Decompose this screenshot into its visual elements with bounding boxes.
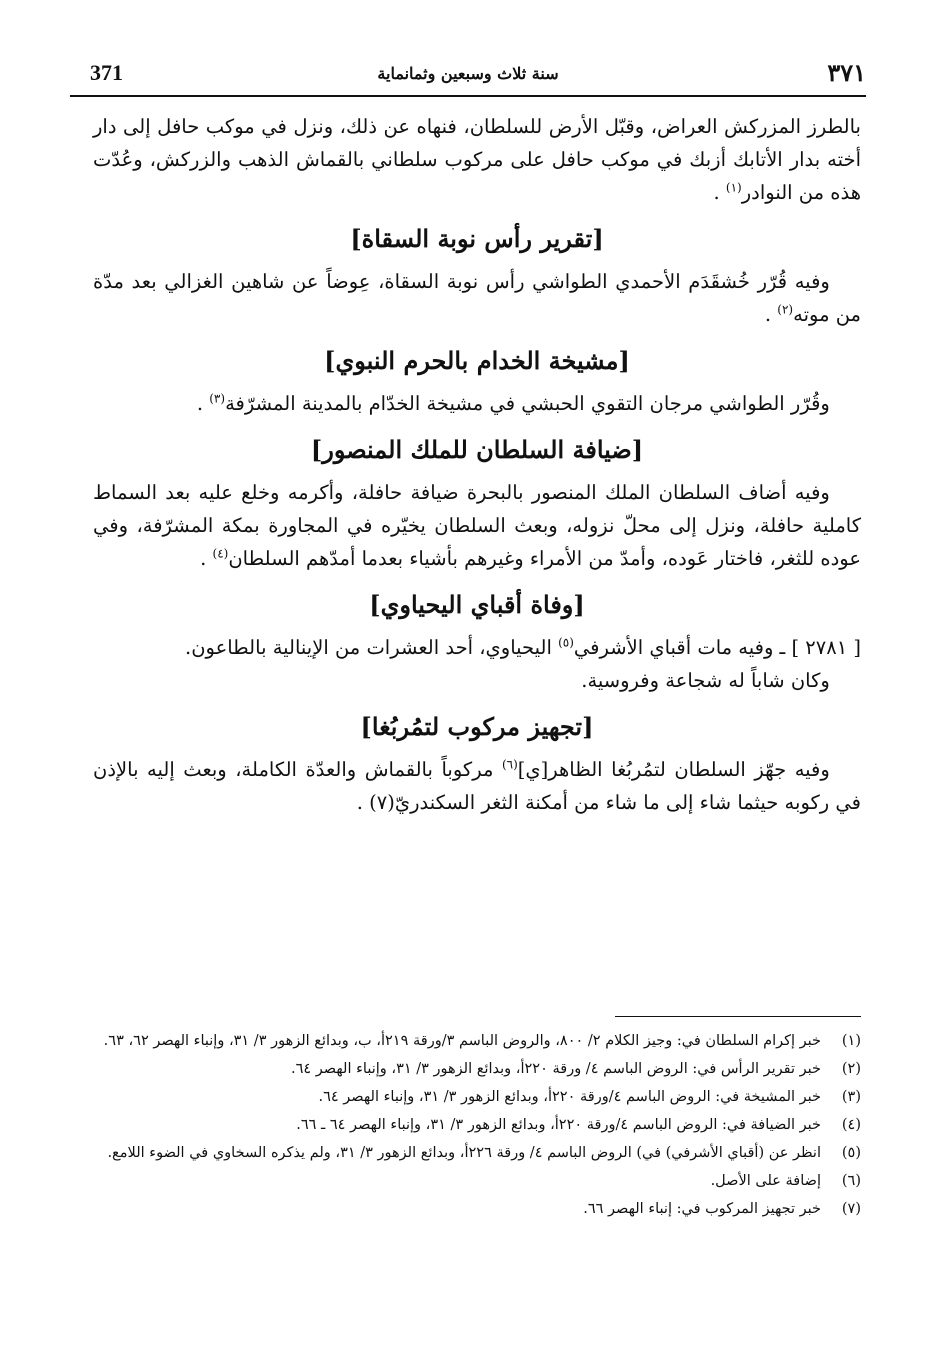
body-paragraph xyxy=(93,476,861,575)
body-paragraph xyxy=(93,110,861,209)
footnote-text: خبر الضيافة في: الروض الباسم ٤/ورقة ٢٢٠أ، وبدائع الزهور ٣/ ٣١، وإنباء الهصر ٦٤ ـ ٦٦. xyxy=(296,1117,821,1133)
paragraph-text: بالطرز المزركش العراض، وقبّل الأرض للسلطان، فنهاه عن ذلك، ونزل في موكب حافل إلى دار أخته بدار الأتابك أزبك في موكب حافل على مركوب سلطاني بالقماش الذهب والزركش، وعُدّت هذه من النوادر xyxy=(93,115,861,204)
section-heading: [ضيافة السلطان للملك المنصور] xyxy=(310,435,644,464)
footnote-rule xyxy=(615,1016,861,1017)
running-header xyxy=(70,56,866,96)
body-paragraph xyxy=(93,753,861,819)
footnote-ref[interactable]: (١) xyxy=(725,180,742,195)
footnote-ref[interactable]: (٣) xyxy=(209,391,226,406)
running-title: سنة ثلاث وسبعين وثمانماية xyxy=(377,64,559,83)
footnote-ref[interactable]: (٢) xyxy=(777,302,794,317)
section-heading: [تقرير رأس نوبة السقاة] xyxy=(350,224,604,253)
paragraph-text: وكان شاباً له شجاعة وفروسية. xyxy=(581,669,830,692)
paragraph-text: وفيه جهّز السلطان لتمُربُغا الظاهر[ي] xyxy=(517,758,830,781)
footnote xyxy=(90,1111,861,1139)
footnote-ref[interactable]: (٤) xyxy=(212,546,229,561)
paragraph-text: وقُرّر الطواشي مرجان التقوي الحبشي في مشيخة الخدّام بالمدينة المشرّفة xyxy=(225,392,830,415)
paragraph-tail: . xyxy=(713,181,726,204)
footnote-number: (٧) xyxy=(841,1201,861,1217)
footnote-ref[interactable]: (٥) xyxy=(558,635,574,650)
header-rule xyxy=(70,95,866,97)
main-text xyxy=(93,110,861,819)
footnote-text: خبر المشيخة في: الروض الباسم ٤/ورقة ٢٢٠أ، وبدائع الزهور ٣/ ٣١، وإنباء الهصر ٦٤. xyxy=(318,1089,821,1105)
body-paragraph xyxy=(93,265,861,331)
footnote-text: خبر تجهيز المركوب في: إنباء الهصر ٦٦. xyxy=(583,1201,821,1217)
paragraph-tail: . xyxy=(764,303,778,326)
section-heading: [تجهيز مركوب لتمُربُغا] xyxy=(360,712,594,741)
section-heading: [مشيخة الخدام بالحرم النبوي] xyxy=(324,346,630,375)
footnotes xyxy=(90,1027,861,1223)
footnote-text: خبر تقرير الرأس في: الروض الباسم ٤/ ورقة ٢٢٠أ، وبدائع الزهور ٣/ ٣١، وإنباء الهصر ٦٤. xyxy=(290,1061,821,1077)
paragraph-tail: مركوباً بالقماش والعدّة الكاملة، وبعث إليه بالإذن في ركوبه حيثما شاء إلى ما شاء من أمكنة الثغر السكندريّ(٧) . xyxy=(93,758,861,814)
paragraph-tail: اليحياوي، أحد العشرات من الإينالية بالطاعون. xyxy=(185,636,559,659)
footnote xyxy=(90,1055,861,1083)
page-number-latin: 371 xyxy=(90,60,123,85)
body-paragraph xyxy=(93,664,861,697)
footnote xyxy=(90,1083,861,1111)
footnote-number: (٦) xyxy=(841,1173,861,1189)
paragraph-text: [ ٢٧٨١ ] ـ وفيه مات أقباي الأشرفي xyxy=(573,636,861,659)
footnote-number: (٣) xyxy=(841,1089,861,1105)
footnote-number: (١) xyxy=(841,1033,861,1049)
footnote-number: (٢) xyxy=(841,1061,861,1077)
paragraph-tail: . xyxy=(196,392,210,415)
footnote xyxy=(90,1139,861,1167)
footnote-ref[interactable]: (٦) xyxy=(501,757,518,772)
section-heading: [وفاة أقباي اليحياوي] xyxy=(369,590,585,619)
paragraph-tail: . xyxy=(200,547,213,570)
footnote xyxy=(90,1027,861,1055)
footnote xyxy=(90,1195,861,1223)
footnote-text: إضافة على الأصل. xyxy=(710,1173,821,1189)
body-paragraph xyxy=(93,631,861,664)
page-number-arabic: ٣٧١ xyxy=(827,58,866,87)
footnote-text: انظر عن (أقباي الأشرفي) في) الروض الباسم ٤/ ورقة ٢٢٦أ، وبدائع الزهور ٣/ ٣١، ولم يذكره السخاوي في الضوء اللامع. xyxy=(107,1145,821,1161)
body-paragraph xyxy=(93,387,861,420)
footnote xyxy=(90,1167,861,1195)
paragraph-text: وفيه قُرّر خُشقَدَم الأحمدي الطواشي رأس نوبة السقاة، عِوضاً عن شاهين الغزالي بعد مدّة من موته xyxy=(93,270,861,326)
footnote-number: (٥) xyxy=(841,1145,861,1161)
paragraph-text: وفيه أضاف السلطان الملك المنصور بالبحرة ضيافة حافلة، وأكرمه وخلع عليه بعد السماط كاملية حافلة، ونزل إلى محلّ نزوله، وبعث السلطان يخيّره في المجاورة بمكة المشرّفة، وفي عوده للثغر، فاختار عَوده، وأمدّ من الأمراء وغيرهم بأشياء بعدما أمدّهم السلطان xyxy=(93,481,861,570)
footnote-text: خبر إكرام السلطان في: وجيز الكلام ٢/ ٨٠٠، والروض الباسم ٣/ورقة ٢١٩أ، ب، وبدائع الزهور ٣/ ٣١، وإنباء الهصر ٦٢، ٦٣. xyxy=(103,1033,821,1049)
footnote-number: (٤) xyxy=(841,1117,861,1133)
